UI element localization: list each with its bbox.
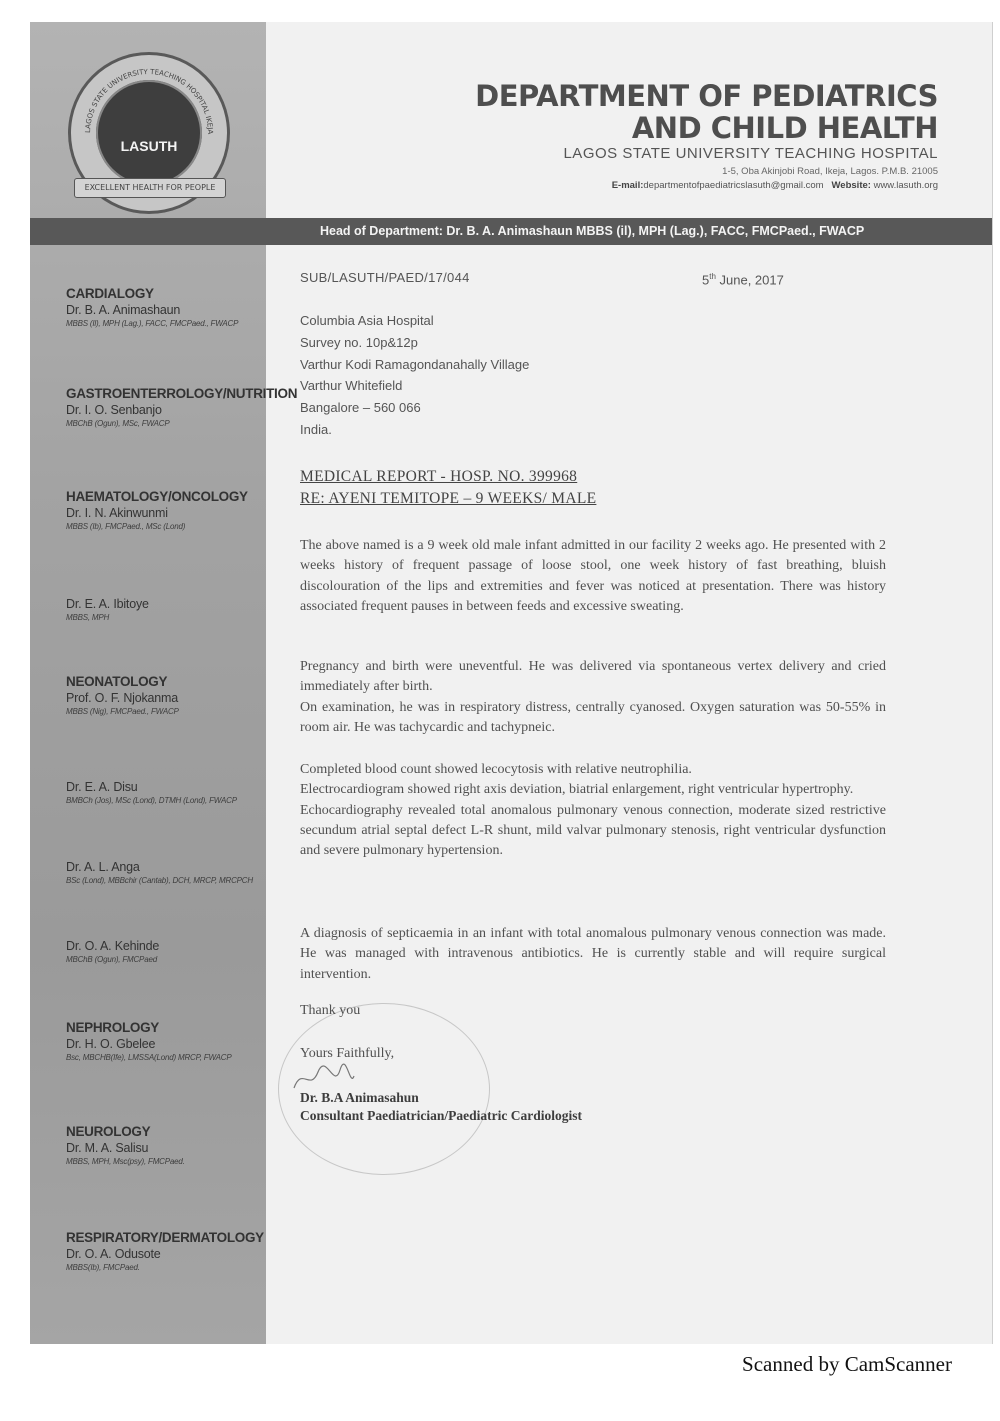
- department-title-line1: DEPARTMENT OF PEDIATRICS: [475, 79, 938, 113]
- reference-number: SUB/LASUTH/PAED/17/044: [300, 270, 470, 285]
- unit-neonatology-3: [66, 858, 253, 885]
- report-subject: [300, 466, 596, 510]
- unit-doctor: Dr. B. A. Animashaun: [66, 303, 181, 317]
- email-address: departmentofpaediatricslasuth@gmail.com: [643, 180, 824, 191]
- department-title-line2: AND CHILD HEALTH: [631, 111, 938, 145]
- unit-doctor: Prof. O. F. Njokanma: [66, 691, 179, 705]
- unit-qualifications: BSc (Lond), MBBchir (Cantab), DCH, MRCP, MRCPCH: [66, 876, 253, 885]
- unit-neonatology: [66, 674, 179, 716]
- head-of-department-bar: Head of Department: Dr. B. A. Animashaun MBBS (il), MPH (Lag.), FACC, FMCPaed., FWACP: [30, 218, 992, 245]
- paragraph-line: Electrocardiogram showed right axis deviation, biatrial enlargement, right ventricular hypertrophy.: [300, 782, 854, 798]
- hospital-address: 1-5, Oba Akinjobi Road, Ikeja, Lagos. P.M.B. 21005: [722, 166, 938, 177]
- unit-qualifications: MBChB (Ogun), MSc, FWACP: [66, 419, 170, 428]
- unit-nephrology: [66, 1020, 232, 1062]
- unit-doctor: Dr. O. A. Kehinde: [66, 939, 160, 953]
- unit-heading: NEUROLOGY: [66, 1124, 151, 1139]
- unit-qualifications: Bsc, MBCHB(Ife), LMSSA(Lond) MRCP, FWACP: [66, 1053, 232, 1062]
- unit-qualifications: MBBS (Ib), FMCPaed., MSc (Lond): [66, 522, 186, 531]
- paragraph-line: Echocardiography revealed total anomalous pulmonary venous connection, moderate sized restrictive secundum atrial septal defect L-R shunt, mild valvar pulmonary stenosis, right ventricular dysfunction and severe pulmonary hypertension.: [300, 802, 886, 859]
- addressee-line: Columbia Asia Hospital: [300, 313, 434, 328]
- paragraph-line: Completed blood count showed lecocytosis with relative neutrophilia.: [300, 762, 692, 777]
- paragraph-line: Pregnancy and birth were uneventful. He was delivered via spontaneous vertex delivery and cried immediately after birth.: [300, 659, 886, 695]
- camscanner-watermark: Scanned by CamScanner: [742, 1352, 952, 1376]
- unit-doctor: Dr. H. O. Gbelee: [66, 1037, 156, 1051]
- signatory-title: Consultant Paediatrician/Paediatric Cardiologist: [300, 1108, 582, 1123]
- unit-qualifications: MBBS (Nig), FMCPaed., FWACP: [66, 707, 179, 716]
- unit-haematology-2: [66, 595, 149, 622]
- unit-qualifications: BMBCh (Jos), MSc (Lond), DTMH (Lond), FWACP: [66, 796, 237, 805]
- unit-neurology: [66, 1124, 185, 1166]
- letter-date: 5th June, 2017: [702, 272, 784, 288]
- svg-text:LAGOS STATE UNIVERSITY TEACHIN: LAGOS STATE UNIVERSITY TEACHING HOSPITAL IKEJA: [83, 67, 215, 135]
- addressee-line: India.: [300, 421, 332, 437]
- unit-qualifications: MBBS (Il), MPH (Lag.), FACC, FMCPaed., FWACP: [66, 319, 239, 328]
- unit-neonatology-2: [66, 778, 237, 805]
- unit-respiratory: [66, 1230, 264, 1272]
- paragraph-history: [300, 657, 886, 738]
- unit-doctor: Dr. M. A. Salisu: [66, 1141, 149, 1155]
- unit-heading: CARDIALOGY: [66, 286, 154, 301]
- logo-motto: EXCELLENT HEALTH FOR PEOPLE: [74, 178, 226, 198]
- paragraph-line: On examination, he was in respiratory distress, centrally cyanosed. Oxygen saturation was 50-55% in room air. He was tachycardic and tachypneic.: [300, 699, 886, 735]
- paragraph-investigations: [300, 760, 886, 861]
- unit-neonatology-4: [66, 937, 159, 964]
- addressee-line: Varthur Whitefield: [300, 378, 403, 394]
- unit-qualifications: MBBS, MPH: [66, 613, 110, 622]
- unit-heading: NEPHROLOGY: [66, 1020, 160, 1035]
- unit-doctor: Dr. I. O. Senbanjo: [66, 403, 162, 417]
- addressee-line: Survey no. 10p&12p: [300, 334, 418, 350]
- closing: Yours Faithfully,: [300, 1046, 395, 1061]
- addressee-line: Varthur Kodi Ramagondanahally Village: [300, 356, 530, 372]
- lasuth-logo: [68, 52, 230, 214]
- unit-heading: GASTROENTERROLOGY/NUTRITION: [66, 386, 298, 401]
- unit-doctor: Dr. A. L. Anga: [66, 860, 140, 874]
- thank-you: Thank you: [300, 1003, 361, 1018]
- subject-line-2: RE: AYENI TEMITOPE – 9 WEEKS/ MALE: [300, 490, 597, 507]
- unit-doctor: Dr. E. A. Ibitoye: [66, 597, 149, 611]
- unit-qualifications: MBChB (Ogun), FMCPaed: [66, 955, 157, 964]
- unit-qualifications: MBBS(Ib), FMCPaed.: [66, 1263, 140, 1272]
- contact-line: [612, 180, 938, 191]
- signatory-name: Dr. B.A Animasahun: [300, 1090, 419, 1105]
- unit-doctor: Dr. I. N. Akinwunmi: [66, 506, 168, 520]
- website-label: Website:: [831, 180, 871, 191]
- email-label: E-mail:: [611, 180, 644, 191]
- website-url: www.lasuth.org: [873, 180, 938, 191]
- department-title: [475, 80, 938, 144]
- paragraph-presentation: The above named is a 9 week old male infant admitted in our facility 2 weeks ago. He presented with 2 weeks history of frequent passage of loose stool, one week history of fast breathing, bluish discolouration of the lips and extremities and fever was noticed at presentation. There was history associated frequent pauses in between feeds and excessive sweating.: [300, 538, 886, 614]
- unit-heading: HAEMATOLOGY/ONCOLOGY: [66, 489, 248, 504]
- unit-doctor: Dr. O. A. Odusote: [66, 1247, 161, 1261]
- unit-cardiology: [66, 286, 238, 328]
- logo-emblem: [96, 80, 202, 186]
- hospital-name: LAGOS STATE UNIVERSITY TEACHING HOSPITAL: [563, 145, 938, 162]
- subject-line-1: MEDICAL REPORT - HOSP. NO. 399968: [300, 468, 578, 485]
- unit-heading: RESPIRATORY/DERMATOLOGY: [66, 1230, 264, 1245]
- unit-heading: NEONATOLOGY: [66, 674, 168, 689]
- unit-gastroenterology: [66, 386, 297, 428]
- unit-doctor: Dr. E. A. Disu: [66, 780, 138, 794]
- unit-qualifications: MBBS, MPH, Msc(psy), FMCPaed.: [66, 1157, 185, 1166]
- logo-badge-text: LASUTH: [120, 138, 178, 154]
- paragraph-diagnosis: A diagnosis of septicaemia in an infant with total anomalous pulmonary venous connection was made. He was managed with intravenous antibiotics. He is currently stable and will require surgical intervention.: [300, 926, 886, 982]
- unit-haematology: [66, 489, 248, 531]
- addressee-line: Bangalore – 560 066: [300, 400, 421, 416]
- addressee-block: [300, 310, 529, 441]
